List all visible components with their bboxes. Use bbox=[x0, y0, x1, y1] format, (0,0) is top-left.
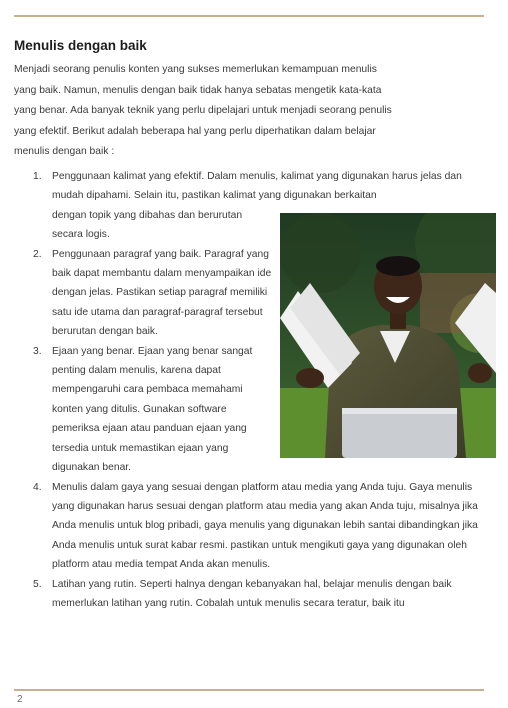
list-item-continuation bbox=[14, 206, 484, 245]
list-item-text: Ejaan yang benar. Ejaan yang benar sangat penting dalam menulis, karena dapat mempengaruhi cara pembaca memahami konten yang ditulis. Gunakan software pemeriksa ejaan atau panduan ejaan yang tersedia untuk memastikan ejaan yang digunakan benar. bbox=[52, 345, 253, 474]
list-item bbox=[14, 575, 484, 614]
tips-list bbox=[14, 167, 484, 613]
list-item bbox=[14, 167, 484, 206]
list-number: 4. bbox=[33, 481, 42, 493]
intro-paragraph: Menjadi seorang penulis konten yang sukses memerlukan kemampuan menulis yang baik. Namun, menulis dengan baik tidak hanya sebatas mengetik kata-kata yang benar. Ada banyak teknik yang perlu dipelajari untuk menjadi seorang penulis yang efektif. Berikut adalah beberapa hal yang perlu diperhatikan dalam belajar menulis dengan baik : bbox=[14, 64, 392, 158]
list-number: 1. bbox=[33, 171, 42, 182]
top-rule bbox=[14, 15, 484, 17]
list-item-text: Penggunaan paragraf yang baik. Paragraf yang baik dapat membantu dalam menyampaikan ide dengan jelas. Pastikan setiap paragraf memiliki satu ide utama dan paragraf-paragraf tersebut berurutan dengan baik. bbox=[52, 248, 272, 338]
list-number: 2. bbox=[33, 248, 42, 260]
list-item bbox=[14, 342, 484, 478]
list-item bbox=[14, 478, 484, 575]
list-item-text: Latihan yang rutin. Seperti halnya dengan kebanyakan hal, belajar menulis dengan baik memerlukan latihan yang rutin. Cobalah untuk menulis secara teratur, baik itu bbox=[52, 578, 452, 609]
list-number: 5. bbox=[33, 578, 42, 590]
list-item-text: dengan topik yang dibahas dan berurutan secara logis. bbox=[52, 209, 243, 241]
list-item-text: Penggunaan kalimat yang efektif. Dalam menulis, kalimat yang digunakan harus jelas dan mudah dipahami. Selain itu, pastikan kalimat yang digunakan berkaitan bbox=[52, 171, 462, 202]
list-number: 3. bbox=[33, 345, 42, 357]
bottom-rule bbox=[14, 689, 484, 691]
page-number: 2 bbox=[17, 694, 23, 705]
list-item bbox=[14, 245, 484, 342]
list-item-text: Menulis dalam gaya yang sesuai dengan platform atau media yang Anda tuju. Gaya menulis yang digunakan harus sesuai dengan platform atau media yang akan Anda tuju, misalnya jika Anda menulis untuk blog pribadi, gaya menulis yang digunakan lebih santai dibandingkan jika Anda menulis untuk surat kabar resmi. pastikan untuk mengikuti gaya yang digunakan oleh platform atau media tempat Anda akan menulis. bbox=[52, 481, 478, 571]
section-title: Menulis dengan baik bbox=[14, 38, 147, 53]
